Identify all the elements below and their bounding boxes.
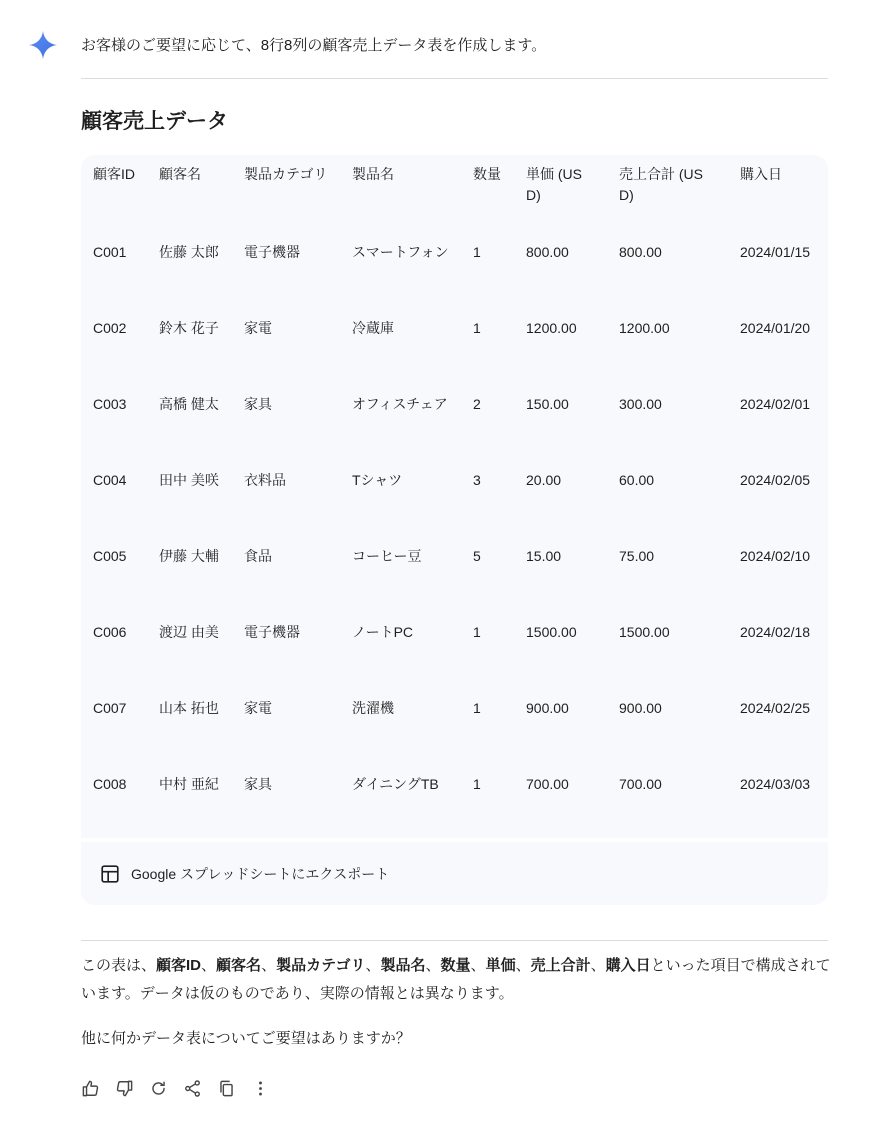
table-cell: 冷蔵庫	[352, 320, 394, 336]
table-cell: 1	[473, 624, 481, 640]
follow-up-question: 他に何かデータ表についてご要望はありますか？	[81, 1030, 411, 1047]
table-cell: 家具	[244, 396, 272, 412]
table-cell: 家電	[244, 700, 272, 716]
table-cell: C003	[93, 396, 127, 412]
table-cell: C007	[93, 700, 127, 716]
summary-sep: 、	[261, 957, 277, 974]
table-cell: 15.00	[526, 548, 562, 564]
header-cell: 単価 (USD)	[526, 166, 582, 203]
more-vert-icon	[251, 1079, 270, 1098]
table-header-row	[81, 155, 828, 232]
regenerate-icon	[149, 1079, 168, 1098]
table-cell: 5	[473, 548, 481, 564]
thumbs-up-button[interactable]	[80, 1078, 100, 1098]
table-cell: 2024/02/18	[740, 624, 811, 640]
copy-icon	[217, 1079, 236, 1098]
table-cell: C002	[93, 320, 127, 336]
table-cell: 2024/02/01	[740, 396, 811, 412]
header-cell: 顧客名	[159, 166, 201, 182]
table-cell: 家電	[244, 320, 272, 336]
table-cell: 800.00	[619, 244, 662, 260]
summary-sep: 、	[425, 957, 441, 974]
table-cell: C005	[93, 548, 127, 564]
table-cell: 150.00	[526, 396, 569, 412]
summary-sep: 、	[515, 957, 531, 974]
response-actions	[80, 1077, 270, 1099]
table-cell: 電子機器	[244, 244, 300, 260]
table-grid-icon	[99, 863, 121, 885]
table-row	[81, 536, 828, 612]
field-name: 顧客名	[216, 957, 262, 974]
export-label: Google スプレッドシートにエクスポート	[131, 866, 390, 882]
summary-sep: 、	[590, 957, 606, 974]
table-row	[81, 232, 828, 308]
thumbs-down-icon	[115, 1079, 134, 1098]
table-cell: 1	[473, 244, 481, 260]
table-heading: 顧客売上データ	[81, 110, 228, 133]
summary-sep: 、	[201, 957, 217, 974]
field-name: 購入日	[605, 957, 651, 974]
table-cell: オフィスチェア	[352, 396, 448, 412]
copy-button[interactable]	[216, 1078, 236, 1098]
table-row	[81, 460, 828, 536]
export-bar	[81, 842, 828, 905]
share-button[interactable]	[182, 1078, 202, 1098]
table-cell: 家具	[244, 776, 272, 792]
table-cell: 中村 亜紀	[159, 776, 219, 792]
table-cell: 鈴木 花子	[159, 320, 219, 336]
share-icon	[183, 1079, 202, 1098]
table-cell: 高橋 健太	[159, 396, 219, 412]
divider	[81, 940, 828, 941]
regenerate-button[interactable]	[148, 1078, 168, 1098]
summary-part: といった項目で構成されています。データは仮のものであり、実際の情報とは異なります。	[81, 957, 831, 1002]
table-cell: 衣料品	[244, 472, 286, 488]
summary-sep: 、	[470, 957, 486, 974]
more-options-button[interactable]	[250, 1078, 270, 1098]
table-cell: 電子機器	[244, 624, 300, 640]
summary-text	[81, 952, 831, 1008]
table-cell: 1500.00	[526, 624, 577, 640]
table-cell: 2024/01/15	[740, 244, 811, 260]
table-cell: 田中 美咲	[159, 472, 219, 488]
table-cell: コーヒー豆	[352, 548, 422, 564]
field-name: 売上合計	[530, 957, 591, 974]
intro-text: お客様のご要望に応じて、8行8列の顧客売上データ表を作成します。	[81, 37, 547, 54]
table-cell: 山本 拓也	[159, 700, 219, 716]
export-to-sheets-button[interactable]	[99, 862, 389, 886]
table-cell: スマートフォン	[352, 244, 449, 260]
header-cell: 顧客ID	[93, 166, 135, 182]
table-cell: 900.00	[526, 700, 569, 716]
table-cell: 伊藤 大輔	[159, 548, 219, 564]
table-cell: ノートPC	[352, 624, 414, 640]
table-row	[81, 384, 828, 460]
table-cell: Tシャツ	[352, 472, 403, 488]
table-row	[81, 688, 828, 764]
table-cell: 洗濯機	[352, 700, 394, 716]
table-cell: ダイニングTB	[352, 776, 439, 792]
table-cell: 1	[473, 700, 481, 716]
table-cell: 300.00	[619, 396, 662, 412]
table-cell: 900.00	[619, 700, 662, 716]
table-row	[81, 764, 828, 838]
gemini-spark-icon	[28, 30, 58, 60]
table-cell: 3	[473, 472, 481, 488]
field-name: 数量	[440, 957, 471, 974]
summary-sep: 、	[365, 957, 381, 974]
table-cell: 1200.00	[619, 320, 670, 336]
table-cell: C006	[93, 624, 127, 640]
table-cell: 2024/03/03	[740, 776, 811, 792]
data-table-card	[81, 155, 828, 838]
table-row	[81, 308, 828, 384]
table-cell: 食品	[244, 548, 272, 564]
field-name: 単価	[485, 957, 516, 974]
table-cell: 佐藤 太郎	[159, 244, 219, 260]
table-cell: 1	[473, 776, 481, 792]
field-name: 製品カテゴリ	[276, 957, 366, 974]
table-cell: 60.00	[619, 472, 655, 488]
table-cell: 800.00	[526, 244, 569, 260]
thumbs-up-icon	[81, 1079, 100, 1098]
table-cell: 1200.00	[526, 320, 577, 336]
table-cell: 2024/01/20	[740, 320, 811, 336]
table-cell: 渡辺 由美	[159, 624, 219, 640]
table-cell: 2024/02/25	[740, 700, 811, 716]
table-row	[81, 612, 828, 688]
field-name: 製品名	[380, 957, 426, 974]
header-cell: 数量	[473, 166, 501, 182]
header-cell: 製品カテゴリ	[244, 166, 328, 182]
table-cell: 75.00	[619, 548, 655, 564]
summary-part: この表は、	[81, 957, 157, 974]
divider	[81, 78, 828, 79]
table-cell: 2024/02/05	[740, 472, 811, 488]
table-cell: 20.00	[526, 472, 562, 488]
table-cell: 2	[473, 396, 481, 412]
table-cell: 1500.00	[619, 624, 670, 640]
sales-table	[81, 155, 828, 838]
table-cell: C001	[93, 244, 127, 260]
table-cell: C004	[93, 472, 127, 488]
header-cell: 製品名	[352, 166, 394, 182]
header-cell: 購入日	[740, 166, 782, 182]
thumbs-down-button[interactable]	[114, 1078, 134, 1098]
table-cell: 700.00	[619, 776, 662, 792]
table-cell: C008	[93, 776, 127, 792]
table-cell: 1	[473, 320, 481, 336]
table-cell: 700.00	[526, 776, 569, 792]
header-cell: 売上合計 (USD)	[619, 166, 703, 203]
field-name: 顧客ID	[156, 957, 202, 974]
table-cell: 2024/02/10	[740, 548, 811, 564]
